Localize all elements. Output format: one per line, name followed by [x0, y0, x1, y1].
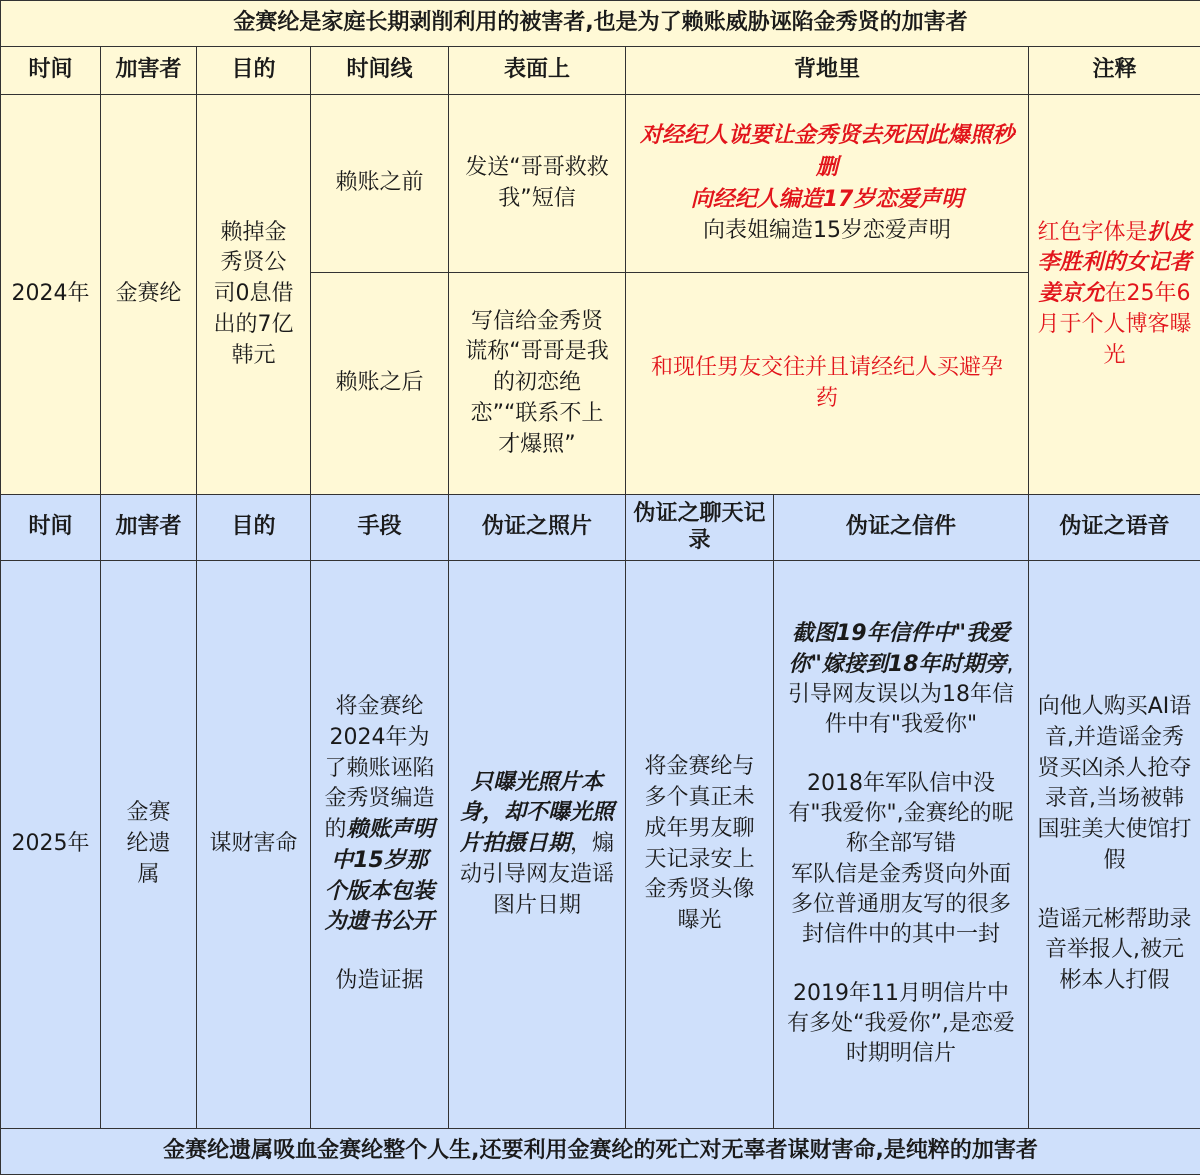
s1-purpose-cell: 赖掉金秀贤公司0息借出的7亿韩元	[197, 95, 311, 495]
s2-photo-part2: ，煽动引导网友造谣图片日期	[459, 831, 615, 918]
s2-header-voice: 伪证之语音	[1029, 495, 1200, 561]
s1-note-cell	[1029, 95, 1200, 495]
s2-method-part1: 将金赛纶2024年为了赖账诬陷金秀贤编造的	[324, 693, 435, 843]
s1-perpetrator-cell: 金赛纶	[101, 95, 197, 495]
s2-letters-bold: 截图19年信件中"我爱你"嫁接到18年时期旁	[788, 621, 1011, 677]
s1-behind-red-line1: 对经纪人说要让金秀贤去死因此爆照秒删	[639, 122, 1014, 180]
s2-header-letters: 伪证之信件	[774, 495, 1029, 561]
s2-header-method: 手段	[311, 495, 449, 561]
s2-letters-para3: 军队信是金秀贤向外面多位普通朋友写的很多封信件中的其中一封	[790, 861, 1011, 948]
s2-letters-para4: 2019年11月明信片中有多处“我爱你”,是恋爱时期明信片	[787, 980, 1015, 1067]
s1-behind-before	[626, 95, 1029, 273]
s1-timeline-after: 赖账之后	[311, 273, 449, 495]
s1-note-part2: 扒皮李胜利的女记者姜京允	[1037, 219, 1192, 307]
s2-method-part3: 伪造证据	[335, 968, 424, 994]
s1-header-note: 注释	[1029, 47, 1200, 95]
s2-letters-para2: 2018年军队信中没有"我爱你",金赛纶的昵称全部写错	[788, 770, 1014, 857]
s1-surface-before: 发送“哥哥救救我”短信	[449, 95, 626, 273]
s1-header-perpetrator: 加害者	[101, 47, 197, 95]
s1-behind-after: 和现任男友交往并且请经纪人买避孕药	[626, 273, 1029, 495]
s2-voice-para2: 造谣元彬帮助录音举报人,被元彬本人打假	[1037, 906, 1192, 994]
s2-photo-cell	[449, 561, 626, 1129]
s2-method-cell	[311, 561, 449, 1129]
s1-header-timeline: 时间线	[311, 47, 449, 95]
table-title: 金赛纶是家庭长期剥削利用的被害者,也是为了赖账威胁诬陷金秀贤的加害者	[1, 1, 1200, 47]
s2-photo-part1: 只曝光照片本身，却不曝光照片拍摄日期	[459, 769, 614, 857]
s1-header-purpose: 目的	[197, 47, 311, 95]
s1-header-behind: 背地里	[626, 47, 1029, 95]
s1-header-time: 时间	[1, 47, 101, 95]
s2-header-perpetrator: 加害者	[101, 495, 197, 561]
s2-purpose-cell: 谋财害命	[197, 561, 311, 1129]
s2-header-purpose: 目的	[197, 495, 311, 561]
table-footer: 金赛纶遗属吸血金赛纶整个人生,还要利用金赛纶的死亡对无辜者谋财害命,是纯粹的加害者	[1, 1129, 1200, 1175]
s2-header-time: 时间	[1, 495, 101, 561]
s1-note-part1: 红色字体是	[1037, 219, 1148, 245]
s2-letters-cell	[774, 561, 1029, 1129]
s2-chat-cell: 将金赛纶与多个真正未成年男友聊天记录安上金秀贤头像曝光	[626, 561, 774, 1129]
s1-header-surface: 表面上	[449, 47, 626, 95]
s2-header-photo: 伪证之照片	[449, 495, 626, 561]
s1-timeline-before: 赖账之前	[311, 95, 449, 273]
s2-header-chat: 伪证之聊天记录	[626, 495, 774, 561]
s1-note-part3: 在25年6月于个人博客曝光	[1037, 281, 1192, 368]
s2-perpetrator-cell: 金赛纶遗属	[101, 561, 197, 1129]
s1-time-cell: 2024年	[1, 95, 101, 495]
s2-voice-cell	[1029, 561, 1200, 1129]
s1-behind-red-line2: 向经纪人编造17岁恋爱声明	[690, 186, 964, 212]
s2-voice-para1: 向他人购买AI语音,并造谣金秀贤买凶杀人抢夺录音,当场被韩国驻美大使馆打假	[1037, 693, 1192, 873]
s2-method-part2: 赖账声明中15岁那个版本包装为遗书公开	[324, 817, 435, 935]
s1-behind-plain-line: 向表姐编造15岁恋爱声明	[703, 218, 951, 244]
s2-time-cell: 2025年	[1, 561, 101, 1129]
s2-letters-plain: ,引导网友误以为18年信件中有"我爱你"	[788, 651, 1014, 738]
s1-surface-after: 写信给金秀贤谎称“哥哥是我的初恋绝恋”“联系不上才爆照”	[449, 273, 626, 495]
